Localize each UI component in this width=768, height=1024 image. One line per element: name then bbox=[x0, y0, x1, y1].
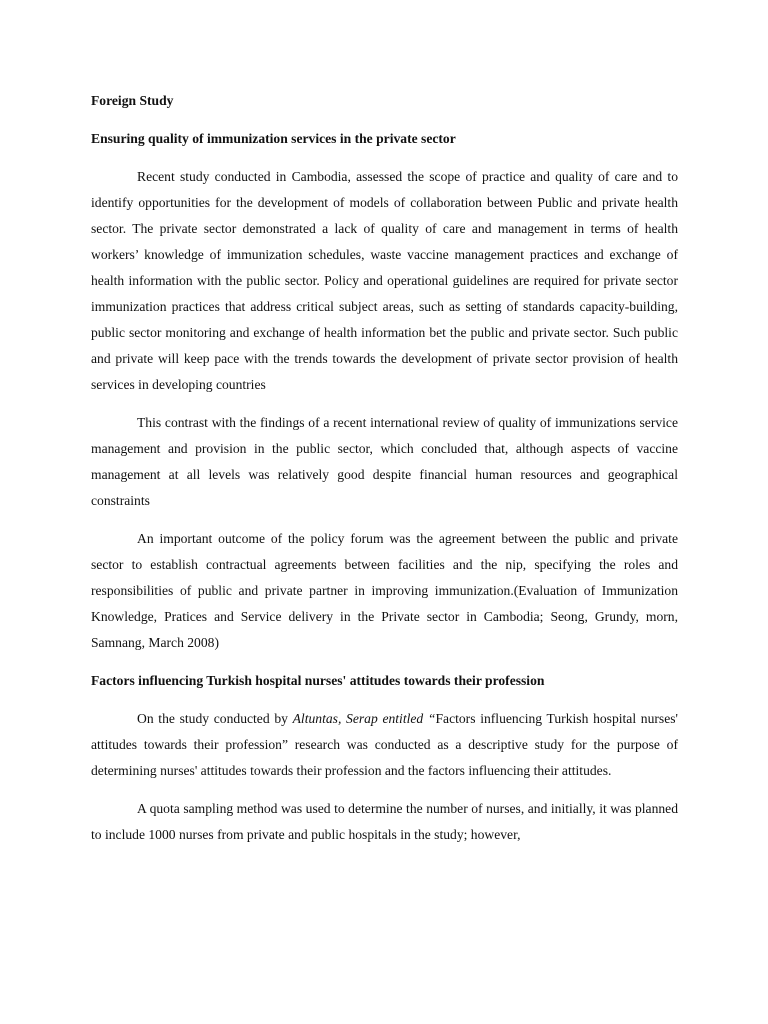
paragraph: An important outcome of the policy forum was the agreement between the public and private sector to establish contractual agreements between facilities and the nip, specifying the roles and responsibilities of public and private partner in improving immunization.(Evaluation of Immunization Knowledge, Pratices and Service delivery in the Private sector in Cambodia; Seong, Grundy, morn, Samnang, March 2008) bbox=[91, 531, 678, 650]
paragraph-text: Factors influencing Turkish hospital nurses' attitudes towards their profession” research was conducted as a descriptive study for the purpose of determining nurses' attitudes towards their profession and the factors influencing their attitudes. bbox=[91, 711, 678, 778]
author-citation: Altuntas, Serap entitled “ bbox=[292, 711, 436, 726]
paragraph-text: On the study conducted by bbox=[137, 711, 293, 726]
document-body bbox=[91, 88, 678, 860]
paragraph: Recent study conducted in Cambodia, assessed the scope of practice and quality of care and to identify opportunities for the development of models of collaboration between Public and private health sector. The private sector demonstrated a lack of quality of care and management in terms of health workers’ knowledge of immunization schedules, waste vaccine management practices and exchange of health information with the public sector. Policy and operational guidelines are required for private sector immunization practices that address critical subject areas, such as setting of standards capacity-building, public sector monitoring and exchange of health information bet the public and private sector. Such public and private will keep pace with the trends towards the development of private sector provision of health services in developing countries bbox=[91, 169, 678, 392]
paragraph: This contrast with the findings of a recent international review of quality of immunizations service management and provision in the public sector, which concluded that, although aspects of vaccine management at all levels was relatively good despite financial human resources and geographical constraints bbox=[91, 415, 678, 508]
section-heading-immunization: Ensuring quality of immunization services in the private sector bbox=[91, 131, 456, 146]
paragraph: A quota sampling method was used to determine the number of nurses, and initially, it was planned to include 1000 nurses from private and public hospitals in the study; however, bbox=[91, 801, 678, 842]
page-heading: Foreign Study bbox=[91, 93, 174, 108]
paragraph bbox=[91, 706, 678, 784]
section-heading-turkish-nurses: Factors influencing Turkish hospital nurses' attitudes towards their profession bbox=[91, 673, 545, 688]
